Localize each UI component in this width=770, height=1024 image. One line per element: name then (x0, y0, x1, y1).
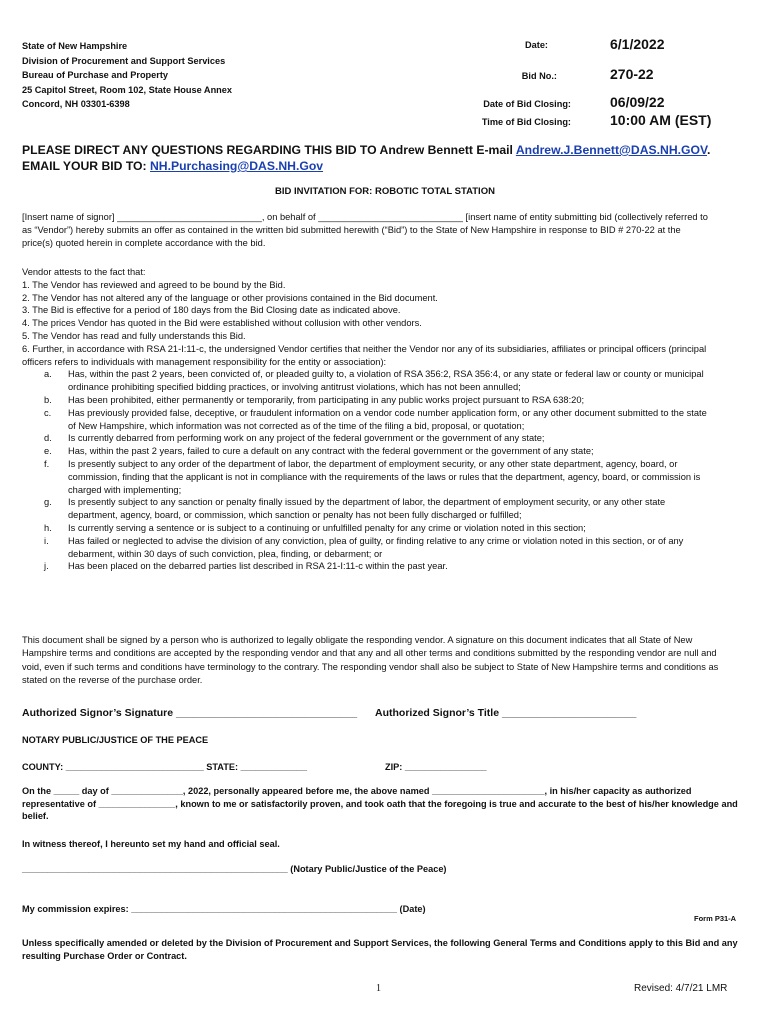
sub-item: c. Has previously provided false, deceptive, or fraudulent information on a vendor code number application form, or any other document submitted to the state of New Hampshire, which information was not corrected as of the time of the filing a bid, proposal, or quotation; (44, 407, 707, 431)
closing-date-label: Date of Bid Closing: (483, 99, 571, 109)
intro-paragraph: [Insert name of signor] ____________________________, on behalf of ____________________________ [insert name of entity submitting bid (collectively referred to as “Vendor”) hereby submits an offer as contained in the written bid submitted herewith (“Bid”) to the State of New Hampshire in response to BID # 270-22 at the price(s) quoted herein in complete accordance with the bid. (22, 212, 708, 248)
sub-item: b. Has been prohibited, either permanently or temporarily, from participating in any public works project pursuant to RSA 638:20; (44, 394, 585, 405)
sub-items (22, 368, 712, 573)
attest-item: 1. The Vendor has reviewed and agreed to be bound by the Bid. (22, 279, 286, 290)
county-state-line[interactable]: COUNTY: ___________________________ STATE: _____________ (22, 762, 308, 772)
questions-line: PLEASE DIRECT ANY QUESTIONS REGARDING THIS BID TO Andrew Bennett E-mail Andrew.J.Bennett@DAS.NH.GOV. (22, 143, 711, 157)
contact-email-link[interactable]: Andrew.J.Bennett@DAS.NH.GOV (515, 143, 707, 157)
bid-no-label: Bid No.: (521, 71, 557, 81)
sub-item: a. Has, within the past 2 years, been convicted of, or pleaded guilty to, a violation of RSA 356:2, RSA 356:4, or any state or federal law or county or municipal ordinance prohibiting specified bidding practices, or involving antitrust violations, which has not been annulled; (44, 369, 704, 393)
sub-item: f. Is presently subject to any order of the department of labor, the department of employment security, or any other state department, agency, board, or commission, finding that the applicant is not in compliance with the requirements of the laws or rules that the department, agency, board, or commission is charged with implementing; (44, 458, 701, 495)
signing-paragraph: This document shall be signed by a person who is authorized to legally obligate the responding vendor. A signature on this document indicates that all State of New Hampshire terms and conditions are accepted by the responding vendor and that any and all other terms and conditions submitted by the responding vendor are null and void, even if such terms and conditions have terminology to the contrary. The responding vendor shall also be subject to State of New Hampshire terms and conditions as stated on the reverse of the purchase order. (22, 635, 719, 686)
attest-item: 2. The Vendor has not altered any of the language or other provisions contained in the Bid document. (22, 292, 438, 303)
attest-item: 4. The prices Vendor has quoted in the Bid were established without collusion with other vendors. (22, 318, 422, 329)
agency-line: Concord, NH 03301-6398 (22, 99, 130, 109)
appearance-statement: On the _____ day of ______________, 2022, personally appeared before me, the above named ______________________, in his/her capacity as authorized representative of _______________, known to me or satisfactorily proven, and took oath that the foregoing is true and accurate to the best of his/her knowledge and belief. (22, 786, 738, 822)
sub-item: h. Is currently serving a sentence or is subject to a continuing or unfulfilled penalty for any crime or violation noted in this section; (44, 522, 586, 533)
closing-time-value: 10:00 AM (EST) (610, 112, 712, 128)
agency-line: Division of Procurement and Support Services (22, 55, 226, 66)
signature-line[interactable]: Authorized Signor’s Signature _______________________________ (22, 707, 358, 719)
attest-item: 3. The Bid is effective for a period of 180 days from the Bid Closing date as indicated above. (22, 305, 401, 316)
attest-item: 5. The Vendor has read and fully understands this Bid. (22, 330, 246, 341)
bid-no-value: 270-22 (610, 66, 654, 82)
commission-expires-line[interactable]: My commission expires: ____________________________________________________ (Date) (22, 904, 426, 914)
notary-heading: NOTARY PUBLIC/JUSTICE OF THE PEACE (22, 735, 209, 745)
page-number: 1 (376, 983, 381, 994)
attest-item: 6. Further, in accordance with RSA 21-I:11-c, the undersigned Vendor certifies that neither the Vendor nor any of its subsidiaries, affiliates or principal officers (principal officers refers to individuals with management responsibility for the entity or association): (22, 343, 707, 367)
date-label: Date: (525, 40, 548, 50)
closing-time-label: Time of Bid Closing: (481, 117, 571, 127)
submit-line: EMAIL YOUR BID TO: NH.Purchasing@DAS.NH.Gov (22, 159, 324, 173)
witness-statement: In witness thereof, I hereunto set my hand and official seal. (22, 839, 280, 849)
sub-item: g. Is presently subject to any sanction or penalty finally issued by the department of labor, the department of employment security, or any other state department, agency, board, or commission, which sanction or penalty has not been fully discharged or fulfilled; (44, 497, 666, 521)
revised-note: Revised: 4/7/21 LMR (634, 983, 728, 994)
date-value: 6/1/2022 (610, 36, 665, 52)
closing-statement: Unless specifically amended or deleted by the Division of Procurement and Support Services, the following General Terms and Conditions apply to this Bid and any resulting Purchase Order or Contract. (22, 938, 738, 961)
sub-item: e. Has, within the past 2 years, failed to cure a default on any contract with the federal government or the government of any state; (44, 446, 594, 457)
agency-line: State of New Hampshire (22, 41, 128, 51)
sub-item: d. Is currently debarred from performing work on any project of the federal government or the government of any state; (44, 433, 545, 444)
submission-email-link[interactable]: NH.Purchasing@DAS.NH.Gov (149, 159, 324, 173)
form-number: Form P31-A (694, 914, 737, 923)
notary-signature-line[interactable]: ____________________________________________________ (Notary Public/Justice of the Peace) (22, 864, 447, 874)
contact-block (22, 142, 752, 174)
sub-item: i. Has failed or neglected to advise the division of any conviction, plea of guilty, or finding relative to any crime or violation noted in this section, or of any debarment, within 30 days of such conviction, plea, finding, or debarment; or (44, 535, 684, 559)
agency-address (22, 39, 232, 112)
attests-heading: Vendor attests to the fact that: (22, 267, 146, 277)
signor-title-line[interactable]: Authorized Signor’s Title _______________________ (375, 707, 637, 719)
agency-line: Bureau of Purchase and Property (22, 70, 169, 80)
closing-date-value: 06/09/22 (610, 94, 665, 110)
zip-line[interactable]: ZIP: ________________ (385, 762, 487, 772)
invitation-title: BID INVITATION FOR: ROBOTIC TOTAL STATION (275, 186, 495, 197)
attests-section (22, 266, 712, 573)
agency-line: 25 Capitol Street, Room 102, State House Annex (22, 84, 233, 95)
sub-item: j. Has been placed on the debarred parties list described in RSA 21-I:11-c within the past year. (44, 561, 448, 572)
